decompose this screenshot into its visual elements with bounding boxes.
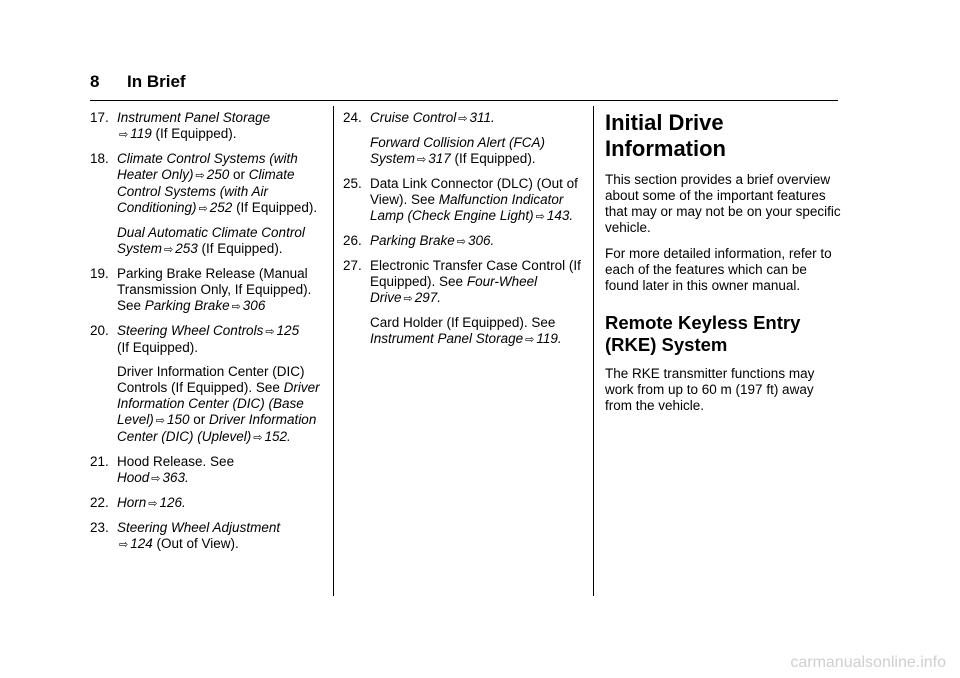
page-ref[interactable]: 119. [536,331,562,346]
page-ref-icon: ⇨ [119,539,129,551]
link-text[interactable]: Driver Information Center (DIC) (Uplevel) [117,412,317,444]
page-ref-icon: ⇨ [417,154,427,166]
link-text[interactable]: Malfunction Indicator Lamp (Check Engine Light) [370,192,564,223]
item-number: 25. [343,176,362,191]
list-subitem: Driver Information Center (DIC) Controls (If Equipped). See Driver Information Center (DIC) (Base Level) ⇨ 150 or Driver Information Center (DIC) (Uplevel) ⇨ 152. [117,364,320,444]
paragraph: For more detailed information, refer to each of the features which can be found later in this owner manual. [605,246,832,293]
page-ref[interactable]: 297. [414,290,442,305]
page-ref[interactable]: 252 [209,200,233,215]
page-ref[interactable]: 125 [276,323,300,338]
page-ref[interactable]: 306 [242,298,266,313]
link-text[interactable]: Steering Wheel Adjustment [117,520,281,535]
list-item-24 [343,110,583,127]
page-ref-icon: ⇨ [231,301,241,313]
link-text[interactable]: Instrument Panel Storage [370,331,524,346]
page-ref[interactable]: 306. [468,233,495,248]
page-title: In Brief [127,72,186,91]
section-heading: Initial Drive Information [605,110,726,161]
page-ref-icon: ⇨ [456,236,467,248]
list-subitem: Forward Collision Alert (FCA) System ⇨ 317 (If Equipped). [370,135,546,166]
item-number: 20. [90,323,109,338]
page-ref-icon: ⇨ [253,432,263,444]
page-ref[interactable]: 253 [175,241,198,256]
page-ref[interactable]: 119 [130,126,152,141]
item-number: 26. [343,233,362,248]
link-text[interactable]: Forward Collision Alert (FCA) System [370,135,546,166]
list-item-26 [343,233,583,250]
watermark: carmanualsonline.info [790,654,946,671]
link-text[interactable]: Hood [117,470,150,485]
page-ref[interactable]: 317 [428,151,451,166]
column-divider [333,106,334,596]
page-ref-icon: ⇨ [195,170,205,182]
list-item-17: 17. Instrument Panel Storage ⇨ 119 (If Equipped). [90,110,271,141]
page-ref[interactable]: 150 [167,412,190,427]
subsection-heading: Remote Keyless Entry (RKE) System [605,312,801,355]
page-ref[interactable]: 143. [546,208,574,223]
column-2 [343,110,583,356]
list-item-27: 27. Electronic Transfer Case Control (If Equipped). See Four-Wheel Drive ⇨ 297. [343,258,581,305]
list-item-18: 18. Climate Control Systems (with Heater Only) ⇨ 250 or Climate Control Systems (with Air Conditioning) ⇨ 252 (If Equipped). [90,151,318,215]
link-text[interactable]: Parking Brake [370,233,455,248]
item-number: 19. [90,266,109,281]
list-item-23: 23. Steering Wheel Adjustment ⇨ 124 (Out of View). [90,520,281,551]
page-ref-icon: ⇨ [148,498,158,510]
page-ref-icon: ⇨ [198,203,208,215]
page-ref-icon: ⇨ [458,113,468,125]
link-text[interactable]: Horn [117,495,147,510]
page-ref-icon: ⇨ [155,415,165,427]
page-ref-icon: ⇨ [535,211,545,223]
list-item-19: 19. Parking Brake Release (Manual Transmission Only, If Equipped). See Parking Brake ⇨ 306 [90,266,312,313]
page-number: 8 [90,72,100,91]
column-3 [605,110,841,424]
list-subitem: Card Holder (If Equipped). See Instrument Panel Storage ⇨ 119. [370,315,562,346]
page-ref[interactable]: 124 [130,536,153,551]
item-number: 17. [90,110,109,125]
column-1 [90,110,325,561]
page-ref-icon: ⇨ [525,334,535,346]
link-text[interactable]: Cruise Control [370,110,457,125]
column-divider [593,106,594,596]
list-item-20: 20. Steering Wheel Controls ⇨ 125 (If Equipped). [90,323,300,355]
list-subitem: Dual Automatic Climate Control System ⇨ 253 (If Equipped). [117,225,305,256]
item-number: 24. [343,110,362,125]
page-ref-icon: ⇨ [151,473,161,485]
link-text[interactable]: Dual Automatic Climate Control System [117,225,305,256]
list-item-21: 21. Hood Release. See Hood ⇨ 363. [90,454,235,485]
link-text[interactable]: Climate Control Systems (with Air Conditioning) [117,167,295,215]
page-ref-icon: ⇨ [403,293,413,305]
item-number: 18. [90,151,109,166]
page-header [90,70,838,101]
link-text[interactable]: Instrument Panel Storage [117,110,271,125]
item-number: 23. [90,520,109,535]
paragraph: This section provides a brief overview about some of the important features that may or may not be on your specific vehicle. [605,172,841,235]
page-ref[interactable]: 250 [206,167,230,182]
link-text[interactable]: Driver Information Center (DIC) (Base Level) [117,380,320,427]
link-text[interactable]: Parking Brake [144,298,230,313]
paragraph: The RKE transmitter functions may work from up to 60 m (197 ft) away from the vehicle. [605,366,815,413]
page-ref[interactable]: 363. [162,470,189,485]
page-ref-icon: ⇨ [164,244,174,256]
page-ref-icon: ⇨ [119,129,129,141]
list-item-25: 25. Data Link Connector (DLC) (Out of View). See Malfunction Indicator Lamp (Check Engine Light) ⇨ 143. [343,176,578,223]
page-ref[interactable]: 126. [159,495,186,510]
page-ref[interactable]: 152. [264,429,291,444]
item-number: 22. [90,495,109,510]
link-text[interactable]: Climate Control Systems (with Heater Only) [117,151,298,182]
item-number: 27. [343,258,362,273]
item-number: 21. [90,454,109,469]
link-text[interactable]: Steering Wheel Controls [117,323,264,338]
page-ref[interactable]: 311. [469,110,495,125]
page-ref-icon: ⇨ [265,326,275,338]
list-item-22 [90,495,325,512]
link-text[interactable]: Four-Wheel Drive [370,274,538,305]
